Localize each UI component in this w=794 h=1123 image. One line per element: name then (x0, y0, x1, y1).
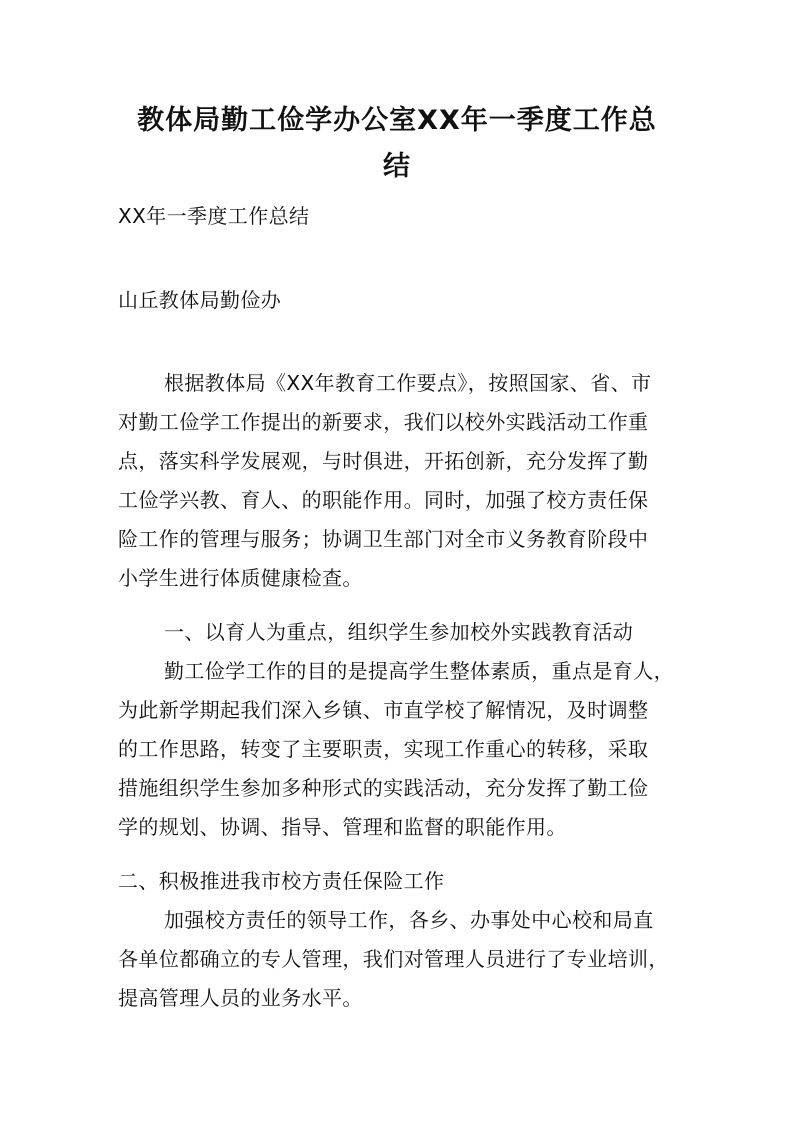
paragraph-3-line-3: 提高管理人员的业务水平。 (118, 986, 363, 1010)
paragraph-1-line-6: 小学生进行体质健康检查。 (118, 566, 363, 590)
paragraph-1-line-1: 根据教体局《XX年教育工作要点》，按照国家、省、市 (164, 371, 652, 395)
department-name: 山丘教体局勤俭办 (118, 288, 282, 312)
paragraph-3-line-2: 各单位都确立的专人管理，我们对管理人员进行了专业培训， (118, 947, 669, 971)
section-1-heading: 一、以育人为重点，组织学生参加校外实践教育活动 (164, 620, 634, 644)
paragraph-3-line-1: 加强校方责任的领导工作，各乡、办事处中心校和局直 (164, 908, 654, 932)
section-2-heading: 二、积极推进我市校方责任保险工作 (118, 869, 445, 893)
paragraph-1-line-2: 对勤工俭学工作提出的新要求，我们以校外实践活动工作重 (118, 410, 649, 434)
paragraph-2-line-1: 勤工俭学工作的目的是提高学生整体素质，重点是育人， (164, 659, 674, 683)
subtitle: XX年一季度工作总结 (118, 204, 310, 228)
paragraph-2-line-3: 的工作思路，转变了主要职责，实现工作重心的转移，采取 (118, 737, 649, 761)
paragraph-2-line-4: 措施组织学生参加多种形式的实践活动，充分发挥了勤工俭 (118, 776, 649, 800)
paragraph-1-line-3: 点，落实科学发展观，与时俱进，开拓创新，充分发挥了勤 (118, 449, 649, 473)
title-line-1: 教体局勤工俭学办公室XX年一季度工作总 (137, 105, 657, 136)
paragraph-1-line-5: 险工作的管理与服务；协调卫生部门对全市义务教育阶段中 (118, 527, 649, 551)
document-title (100, 98, 694, 190)
title-line-2: 结 (383, 151, 411, 182)
paragraph-2-line-5: 学的规划、协调、指导、管理和监督的职能作用。 (118, 815, 567, 839)
paragraph-2-line-2: 为此新学期起我们深入乡镇、市直学校了解情况，及时调整 (118, 698, 649, 722)
paragraph-1-line-4: 工俭学兴教、育人、的职能作用。同时，加强了校方责任保 (118, 488, 649, 512)
